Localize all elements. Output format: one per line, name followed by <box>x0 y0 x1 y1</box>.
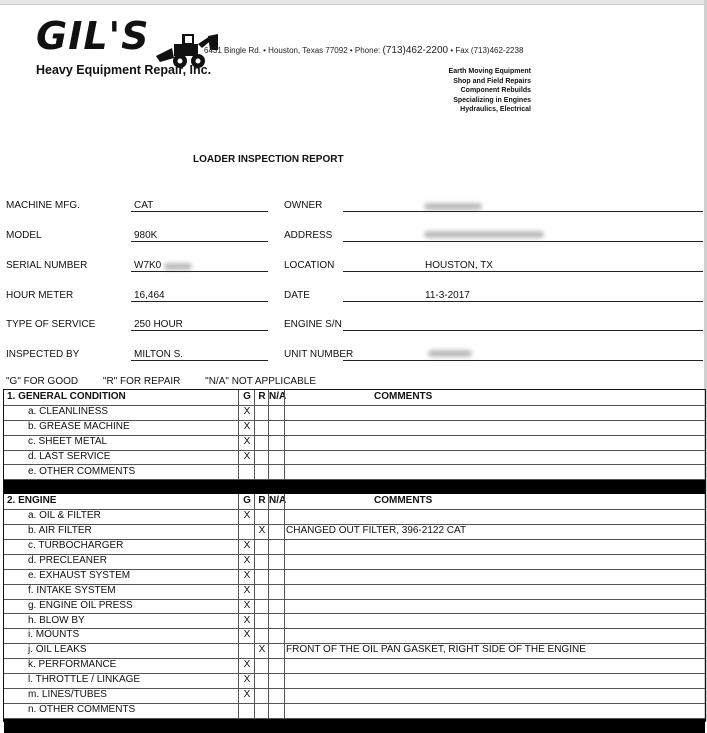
na-cell[interactable] <box>268 569 285 584</box>
item-name: a. CLEANLINESS <box>28 405 109 417</box>
service-item: Component Rebuilds <box>460 87 531 94</box>
comments-header: COMMENTS <box>374 495 433 507</box>
column-g-header: G <box>238 390 255 405</box>
address-label: ADDRESS <box>284 230 333 241</box>
inspected-by-label: INSPECTED BY <box>6 349 80 360</box>
comment-cell[interactable] <box>284 435 706 450</box>
repair-cell[interactable] <box>254 450 269 465</box>
good-cell[interactable]: X <box>238 450 255 465</box>
good-cell[interactable]: X <box>238 688 255 703</box>
table-row <box>4 420 705 436</box>
comment-cell[interactable] <box>284 450 706 465</box>
item-name: j. OIL LEAKS <box>28 644 87 656</box>
table-row <box>4 703 705 719</box>
repair-cell[interactable] <box>254 688 269 703</box>
table-row <box>4 584 705 600</box>
hour-meter-line <box>131 301 268 302</box>
na-cell[interactable] <box>268 405 285 420</box>
grading-legend <box>6 376 338 387</box>
type-of-service-value[interactable]: 250 HOUR <box>134 319 183 330</box>
column-g-header: G <box>238 494 255 509</box>
repair-cell[interactable] <box>254 420 269 435</box>
model-label: MODEL <box>6 230 42 241</box>
serial-number-value[interactable]: W7K0 <box>134 260 162 271</box>
comment-text: CHANGED OUT FILTER, 396-2122 CAT <box>286 525 467 537</box>
column-na-header: N/A <box>268 494 285 509</box>
section-header <box>4 494 705 510</box>
fax-number: • Fax (713)462-2238 <box>450 46 524 55</box>
model-line <box>131 241 268 242</box>
inspected-by-value[interactable]: MILTON S. <box>134 349 184 360</box>
item-name: h. BLOW BY <box>28 614 85 626</box>
item-name: a. OIL & FILTER <box>28 510 101 522</box>
item-name: l. THROTTLE / LINKAGE <box>28 674 141 686</box>
column-r-header: R <box>254 390 269 405</box>
repair-cell[interactable] <box>254 658 269 673</box>
item-name: g. ENGINE OIL PRESS <box>28 599 133 611</box>
na-cell[interactable] <box>268 420 285 435</box>
repair-cell[interactable] <box>254 673 269 688</box>
comment-cell[interactable] <box>284 554 706 569</box>
good-cell[interactable]: X <box>238 554 255 569</box>
na-cell[interactable] <box>268 524 285 539</box>
spreadsheet-column-strip <box>0 0 707 5</box>
table-row <box>4 614 705 630</box>
item-name: i. MOUNTS <box>28 629 80 641</box>
location-line <box>343 271 703 272</box>
comment-cell[interactable] <box>284 420 706 435</box>
good-cell[interactable] <box>238 643 255 658</box>
machine-mfg-label: MACHINE MFG. <box>6 200 80 211</box>
repair-cell[interactable] <box>254 539 269 554</box>
hour-meter-label: HOUR METER <box>6 290 74 301</box>
column-r-header: R <box>254 494 269 509</box>
repair-cell[interactable] <box>254 614 269 629</box>
location-label: LOCATION <box>284 260 335 271</box>
comment-cell[interactable] <box>284 703 706 718</box>
repair-cell[interactable]: X <box>254 643 269 658</box>
na-cell[interactable] <box>268 643 285 658</box>
good-cell[interactable]: X <box>238 539 255 554</box>
repair-cell[interactable] <box>254 599 269 614</box>
comment-cell[interactable] <box>284 509 706 524</box>
comment-cell[interactable] <box>284 614 706 629</box>
repair-cell[interactable] <box>254 465 269 480</box>
good-cell[interactable]: X <box>238 584 255 599</box>
repair-cell[interactable] <box>254 569 269 584</box>
owner-line <box>343 211 703 212</box>
repair-cell[interactable] <box>254 435 269 450</box>
type-of-service-line <box>131 330 268 331</box>
date-label: DATE <box>284 290 310 301</box>
repair-cell[interactable] <box>254 405 269 420</box>
inspected-by-line <box>131 360 268 361</box>
good-cell[interactable]: X <box>238 569 255 584</box>
engine-sn-line <box>343 330 703 331</box>
legend-good: "G" FOR GOOD <box>6 376 79 387</box>
item-name: c. SHEET METAL <box>28 435 108 447</box>
redacted-blur <box>164 263 192 270</box>
comments-column-cell <box>284 494 706 509</box>
na-cell[interactable] <box>268 584 285 599</box>
na-cell[interactable] <box>268 465 285 480</box>
na-cell[interactable] <box>268 673 285 688</box>
table-row <box>4 509 705 525</box>
item-name: m. LINES/TUBES <box>28 689 107 700</box>
type-of-service-label: TYPE OF SERVICE <box>6 319 96 330</box>
table-row <box>4 643 705 659</box>
item-name: b. GREASE MACHINE <box>28 420 130 432</box>
na-cell[interactable] <box>268 435 285 450</box>
company-logo <box>36 14 186 60</box>
comment-text: FRONT OF THE OIL PAN GASKET, RIGHT SIDE OF THE ENGINE <box>286 644 586 656</box>
repair-cell[interactable] <box>254 703 269 718</box>
machine-mfg-value[interactable]: CAT <box>134 200 154 211</box>
na-cell[interactable] <box>268 539 285 554</box>
table-row <box>4 524 705 540</box>
engine-sn-label: ENGINE S/N <box>284 319 342 330</box>
date-line <box>343 301 703 302</box>
na-cell[interactable] <box>268 450 285 465</box>
item-name: k. PERFORMANCE <box>28 659 117 671</box>
table-row <box>4 554 705 570</box>
item-name: e. EXHAUST SYSTEM <box>28 569 131 581</box>
service-item: Earth Moving Equipment <box>448 68 531 75</box>
good-cell[interactable]: X <box>238 614 255 629</box>
repair-cell[interactable] <box>254 628 269 643</box>
good-cell[interactable]: X <box>238 658 255 673</box>
repair-cell[interactable] <box>254 509 269 524</box>
section-title: 2. ENGINE <box>7 495 57 507</box>
good-cell[interactable]: X <box>238 435 255 450</box>
machine-mfg-line <box>131 211 268 212</box>
comments-header: COMMENTS <box>374 391 433 402</box>
service-item: Specializing in Engines <box>453 96 531 104</box>
good-cell[interactable]: X <box>238 405 255 420</box>
model-value[interactable]: 980K <box>134 230 158 241</box>
section-header <box>4 390 705 406</box>
table-row <box>4 539 705 555</box>
na-cell[interactable] <box>268 509 285 524</box>
services-list <box>391 67 531 115</box>
logo-text: GIL'S <box>36 14 150 58</box>
service-item: Shop and Field Repairs <box>453 77 531 85</box>
column-na-header: N/A <box>268 390 285 405</box>
table-row <box>4 465 705 481</box>
table-row <box>4 435 705 451</box>
comment-cell[interactable] <box>284 405 706 420</box>
owner-label: OWNER <box>284 200 323 211</box>
table-row <box>4 599 705 615</box>
repair-cell[interactable] <box>254 584 269 599</box>
repair-cell[interactable]: X <box>254 524 269 539</box>
table-row <box>4 658 705 674</box>
table-row <box>4 673 705 689</box>
legend-na: "N/A" NOT APPLICABLE <box>205 376 317 387</box>
serial-number-line <box>131 271 268 272</box>
na-cell[interactable] <box>268 688 285 703</box>
item-name: f. INTAKE SYSTEM <box>28 584 116 596</box>
comment-cell[interactable] <box>284 569 706 584</box>
unit-number-label: UNIT NUMBER <box>284 349 354 360</box>
company-name: Heavy Equipment Repair, Inc. <box>36 63 212 77</box>
good-cell[interactable]: X <box>238 509 255 524</box>
redacted-blur <box>428 350 472 357</box>
address-text: 6431 Bingle Rd. • Houston, Texas 77092 • Phone: <box>204 46 381 55</box>
table-row <box>4 405 705 421</box>
comment-cell[interactable] <box>284 628 706 643</box>
na-cell[interactable] <box>268 599 285 614</box>
comment-cell[interactable] <box>284 584 706 599</box>
legend-repair: "R" FOR REPAIR <box>102 376 181 387</box>
na-cell[interactable] <box>268 628 285 643</box>
comment-cell[interactable] <box>284 599 706 614</box>
service-item: Hydraulics, Electrical <box>460 106 531 113</box>
hour-meter-value[interactable]: 16,464 <box>134 290 165 301</box>
phone-number: (713)462-2200 <box>382 45 449 56</box>
repair-cell[interactable] <box>254 554 269 569</box>
section-title: 1. GENERAL CONDITION <box>7 391 126 402</box>
comment-cell[interactable] <box>284 539 706 554</box>
table-row <box>4 628 705 644</box>
table-row <box>4 450 705 466</box>
table-row <box>4 569 705 585</box>
location-value[interactable]: HOUSTON, TX <box>425 260 493 271</box>
good-cell[interactable]: X <box>238 599 255 614</box>
inspection-table <box>3 389 706 722</box>
good-cell[interactable] <box>238 524 255 539</box>
good-cell[interactable]: X <box>238 420 255 435</box>
item-name: c. TURBOCHARGER <box>28 540 124 551</box>
serial-number-label: SERIAL NUMBER <box>6 260 88 271</box>
good-cell[interactable] <box>238 703 255 718</box>
good-cell[interactable]: X <box>238 673 255 688</box>
comment-cell[interactable] <box>284 465 706 480</box>
na-cell[interactable] <box>268 554 285 569</box>
item-name: b. AIR FILTER <box>28 525 92 537</box>
redacted-blur <box>424 203 482 210</box>
item-name: e. OTHER COMMENTS <box>28 465 136 477</box>
comment-cell[interactable] <box>284 688 706 703</box>
item-name: d. LAST SERVICE <box>28 450 111 462</box>
unit-number-line <box>343 360 703 361</box>
na-cell[interactable] <box>268 658 285 673</box>
good-cell[interactable]: X <box>238 628 255 643</box>
na-cell[interactable] <box>268 703 285 718</box>
redacted-blur <box>424 231 544 238</box>
na-cell[interactable] <box>268 614 285 629</box>
item-name: n. OTHER COMMENTS <box>28 703 136 715</box>
table-row <box>4 688 705 704</box>
comment-cell[interactable] <box>284 673 706 688</box>
item-name: d. PRECLEANER <box>28 554 107 566</box>
section-divider <box>4 480 705 494</box>
date-value[interactable]: 11-3-2017 <box>425 290 470 301</box>
comments-column-cell <box>284 390 706 405</box>
company-address <box>204 45 523 56</box>
good-cell[interactable] <box>238 465 255 480</box>
report-title: LOADER INSPECTION REPORT <box>193 154 344 165</box>
address-line <box>343 241 703 242</box>
comment-cell[interactable] <box>284 658 706 673</box>
